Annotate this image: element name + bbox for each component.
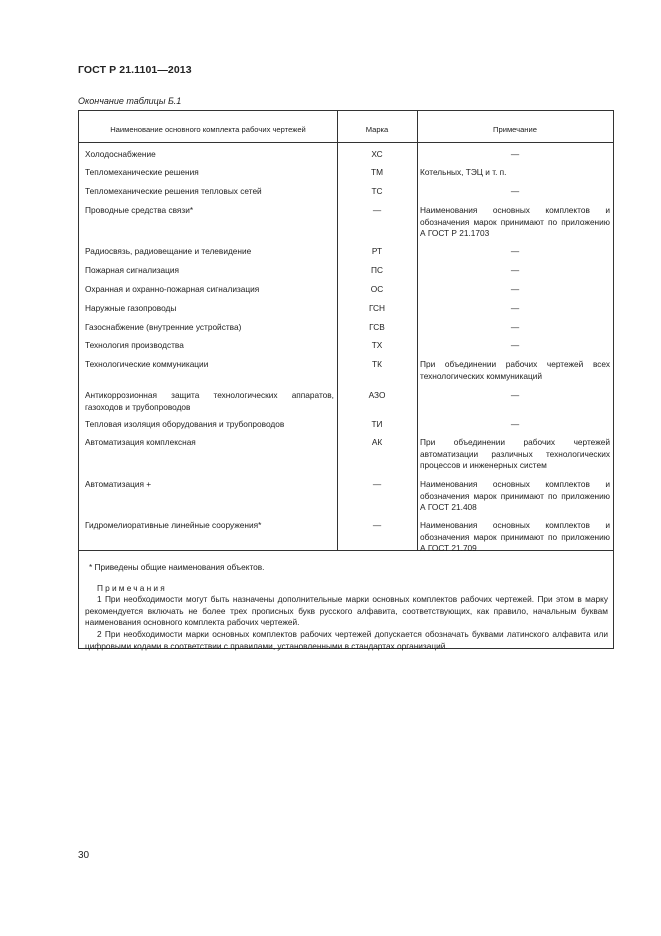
- row-name: Тепломеханические решения: [85, 167, 199, 177]
- notes-heading: Примечания: [97, 582, 167, 593]
- table-caption: Окончание таблицы Б.1: [78, 96, 182, 106]
- row-note: Наименования основных комплектов и обозначения марок принимают по приложению А ГОСТ Р 21.1703: [420, 205, 610, 238]
- row-note: При объединении рабочих чертежей всех технологических коммуникаций: [420, 359, 610, 381]
- row-name: Технология производства: [85, 340, 184, 350]
- row-mark: ОС: [370, 284, 384, 294]
- row-name: Тепловая изоляция оборудования и трубопроводов: [85, 419, 285, 429]
- row-note: —: [510, 265, 520, 275]
- row-mark: АЗО: [368, 390, 386, 400]
- row-name: Радиосвязь, радиовещание и телевидение: [85, 246, 252, 256]
- row-note: Наименования основных комплектов и обозначения марок принимают по приложению А ГОСТ 21.709: [420, 520, 610, 553]
- row-name: Технологические коммуникации: [85, 359, 209, 369]
- row-name: Пожарная сигнализация: [85, 265, 180, 275]
- row-name: Холодоснабжение: [85, 149, 156, 159]
- row-mark: ПС: [371, 265, 383, 275]
- row-name: Охранная и охранно-пожарная сигнализация: [85, 284, 260, 294]
- row-note: —: [510, 149, 520, 159]
- row-name: Автоматизация комплексная: [85, 437, 196, 447]
- row-note: —: [510, 303, 520, 313]
- page-number: 30: [78, 850, 90, 861]
- row-name: Антикоррозионная защита технологических аппаратов, газоходов и трубопроводов: [85, 390, 334, 412]
- row-mark: —: [372, 205, 382, 215]
- row-note: —: [510, 246, 520, 256]
- row-name: Наружные газопроводы: [85, 303, 177, 313]
- row-note: —: [510, 390, 520, 400]
- row-mark: ТК: [372, 359, 382, 369]
- row-note: —: [510, 340, 520, 350]
- row-name: Гидромелиоративные линейные сооружения*: [85, 520, 262, 530]
- row-mark: ХС: [371, 149, 383, 159]
- header-divider: [79, 142, 613, 143]
- row-mark: ГСН: [368, 303, 386, 313]
- column-divider: [417, 111, 418, 550]
- row-note: При объединении рабочих чертежей автоматизации различных технологических процессов и инженерных систем: [420, 437, 610, 470]
- row-note: Котельных, ТЭЦ и т. п.: [420, 167, 507, 177]
- row-mark: ГСВ: [369, 322, 385, 332]
- row-mark: АК: [371, 437, 383, 447]
- header-note: Примечание: [493, 125, 537, 134]
- row-mark: ТС: [371, 186, 383, 196]
- row-name: Тепломеханические решения тепловых сетей: [85, 186, 262, 196]
- table-notes: [85, 562, 608, 652]
- row-note: —: [510, 419, 520, 429]
- document-header: ГОСТ Р 21.1101—2013: [78, 64, 192, 76]
- footnote: * Приведены общие наименования объектов.: [89, 562, 265, 572]
- row-note: —: [510, 284, 520, 294]
- row-mark: —: [372, 520, 382, 530]
- marks-table: [78, 110, 614, 649]
- row-name: Проводные средства связи*: [85, 205, 194, 215]
- row-note: —: [510, 322, 520, 332]
- row-note: —: [510, 186, 520, 196]
- row-name: Газоснабжение (внутренние устройства): [85, 322, 242, 332]
- row-mark: —: [372, 479, 382, 489]
- row-mark: ТМ: [371, 167, 383, 177]
- row-note: Наименования основных комплектов и обозначения марок принимают по приложению А ГОСТ 21.408: [420, 479, 610, 512]
- note-2: 2 При необходимости марки основных комплектов рабочих чертежей допускается обозначать буквами латинского алфавита или цифровыми кодами в соответствии с правилами, установленными в стандартах организаций.: [85, 628, 608, 651]
- note-1: 1 При необходимости могут быть назначены дополнительные марки основных комплектов рабочих чертежей. При этом в марку рекомендуется включать не более трех прописных букв русского алфавита, соответствующих, как правило, начальным буквам наименования основного комплекта рабочих чертежей.: [85, 594, 608, 628]
- row-mark: ТХ: [371, 340, 383, 350]
- row-mark: РТ: [371, 246, 383, 256]
- header-mark: Марка: [365, 125, 389, 134]
- header-name: Наименование основного комплекта рабочих чертежей: [110, 125, 306, 134]
- row-mark: ТИ: [371, 419, 383, 429]
- row-name: Автоматизация +: [85, 479, 152, 489]
